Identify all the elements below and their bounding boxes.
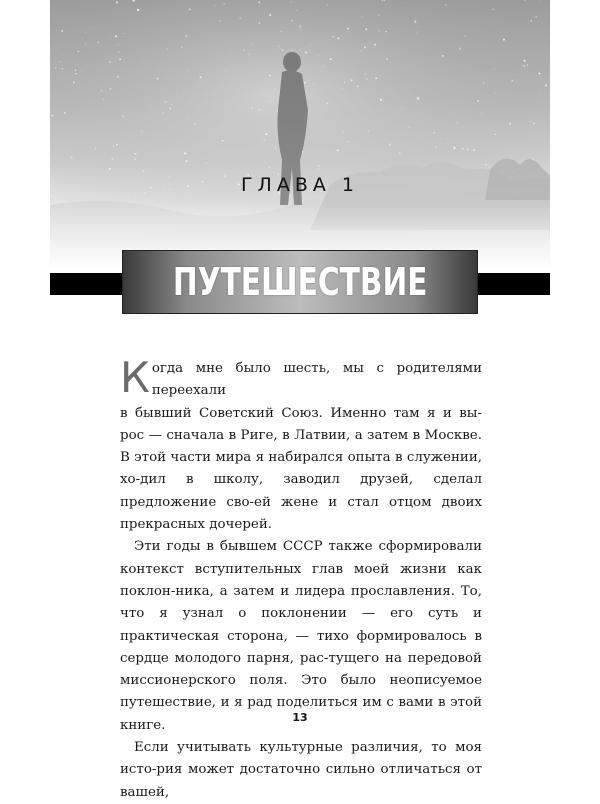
chapter-hero-image — [50, 0, 550, 270]
paragraph-1-rest: рос — сначала в Риге, в Латвии, а затем в Москве. В этой части мира я набирался опыта в служении, хо-дил в школу, заводил друзей, сделал предложение сво-ей жене и стал отцом двоих прекрасных дочерей. — [120, 427, 482, 533]
paragraph-1-line-1: огда мне было шесть, мы с родителями переехали — [151, 361, 482, 399]
chapter-number-label: ГЛАВА 1 — [240, 174, 360, 196]
paragraph-3: Если учитывать культурные различия, то моя исто-рия может достаточно сильно отличаться от вашей, — [120, 740, 482, 800]
title-band-left — [50, 273, 122, 295]
body-text — [120, 353, 482, 804]
chapter-title-box — [122, 250, 478, 314]
drop-cap-letter: К — [120, 353, 150, 402]
title-band-right — [478, 273, 550, 295]
paragraph-2: Эти годы в бывшем СССР также сформировали контекст вступительных глав моей жизни как поклон-ника, а затем и лидера прославления. То, что я узнал о поклонении — его суть и практическая сторона, — тихо формировалось в сердце молодого парня, рас-тущего на передовой миссионерского поля. Это было неописуемое путешествие, и я рад поделиться им с вами в этой книге. — [120, 539, 482, 733]
starry-night-silhouette-image — [50, 0, 550, 270]
chapter-title: ПУТЕШЕСТВИЕ — [172, 260, 428, 304]
paragraph-1-line-2: в бывший Советский Союз. Именно там я и вы- — [120, 405, 482, 421]
page-number: 13 — [292, 711, 308, 724]
